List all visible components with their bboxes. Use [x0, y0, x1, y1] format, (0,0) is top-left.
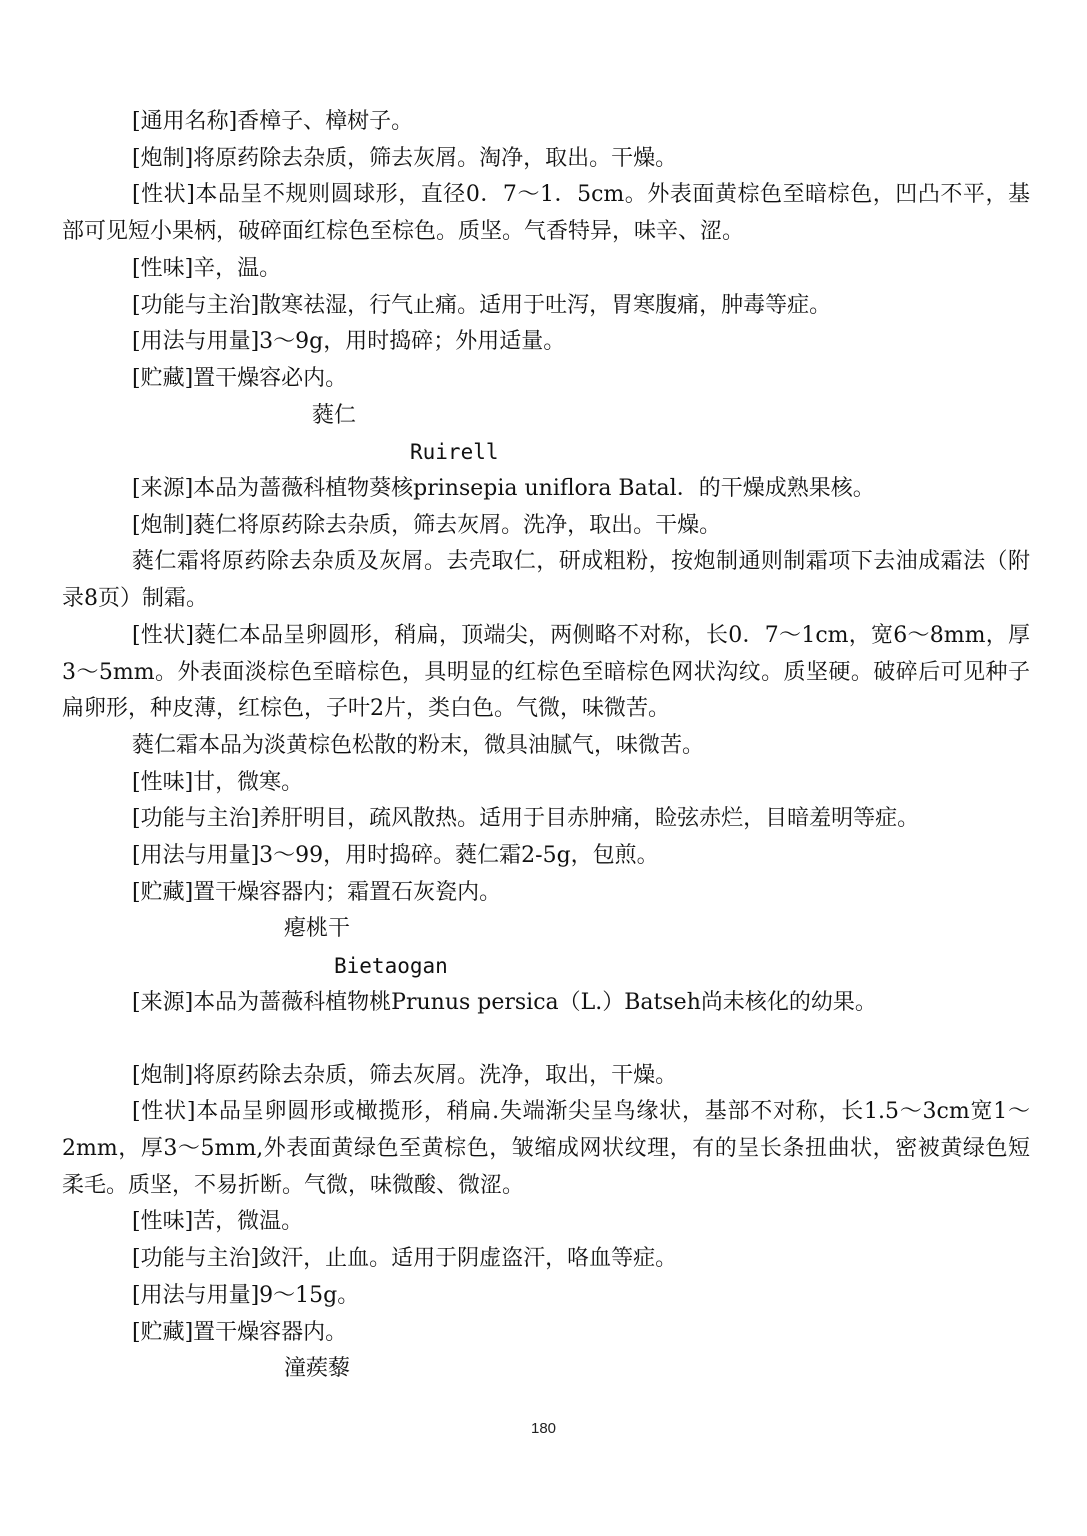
dosage-paragraph: [用法与用量]3～9g，用时捣碎；外用适量。	[132, 329, 566, 355]
storage-paragraph: [贮藏]置干燥容必内。	[132, 365, 348, 391]
entry-latin-bietaogan: Bietaogan	[334, 954, 448, 979]
blank-line	[62, 1022, 1030, 1058]
storage-paragraph: [贮藏]置干燥容器内；霜置石灰瓷内。	[132, 879, 502, 905]
entry-title-bietaogan: 瘪桃干	[284, 916, 351, 942]
common-name-paragraph: [通用名称]香樟子、樟树子。	[132, 109, 414, 134]
indications-paragraph: [功能与主治]敛汗，止血。适用于阴虚盗汗，咯血等症。	[132, 1246, 678, 1272]
source-paragraph: [来源]本品为蔷薇科植物葵核prinsepia uniflora Batal．的干燥成熟果核。	[132, 476, 875, 502]
document-body	[62, 104, 1030, 1388]
nature-paragraph: [性味]苦，微温。	[132, 1209, 304, 1235]
dosage-paragraph: [用法与用量]9～15g。	[132, 1282, 360, 1308]
nature-paragraph: [性味]辛，温。	[132, 255, 282, 281]
indications-paragraph: [功能与主治]养肝明目，疏风散热。适用于目赤肿痛，睑弦赤烂，目暗羞明等症。	[132, 806, 920, 832]
description-paragraph: [性状]本品呈卵圆形或橄揽形，稍扁.失端渐尖呈鸟缘状，基部不对称，长1.5～3cm宽1～2mm，厚3～5mm,外表面黄绿色至黄棕色，皱缩成网状纹理，有的呈长条扭曲状，密被黄绿色短柔毛。质坚，不易折断。气微，味微酸、微涩。	[62, 1099, 1030, 1198]
source-paragraph: [来源]本品为蔷薇科植物桃Prunus persica（L.）Batseh尚未核化的幼果。	[132, 989, 877, 1015]
nature-paragraph: [性味]甘，微寒。	[132, 769, 304, 795]
entry-title-ruiren: 蕤仁	[312, 402, 357, 428]
description-paragraph: [性状]本品呈不规则圆球形，直径0．7～1．5cm。外表面黄棕色至暗棕色，凹凸不平，基部可见短小果柄，破碎面红棕色至棕色。质坚。气香特异，味辛、涩。	[62, 182, 1030, 245]
description-paragraph: [性状]蕤仁本品呈卵圆形，稍扁，顶端尖，两侧略不对称，长0．7～1cm，宽6～8mm，厚3～5mm。外表面淡棕色至暗棕色，具明显的红棕色至暗棕色网状沟纹。质坚硬。破碎后可见种子扁卵形，种皮薄，红棕色，子叶2片，类白色。气微，味微苦。	[62, 622, 1030, 722]
dosage-paragraph: [用法与用量]3～99，用时捣碎。蕤仁霜2-5g，包煎。	[132, 843, 659, 869]
page-number: 180	[530, 1420, 557, 1437]
processing-paragraph: [炮制]将原药除去杂质，筛去灰屑。洗净，取出，干燥。	[132, 1062, 678, 1088]
processing-paragraph: [炮制]将原药除去杂质，筛去灰屑。淘净，取出。干燥。	[132, 145, 678, 171]
processing-frost-paragraph: 蕤仁霜将原药除去杂质及灰屑。去壳取仁，研成粗粉，按炮制通则制霜项下去油成霜法（附录8页）制霜。	[62, 549, 1030, 612]
indications-paragraph: [功能与主治]散寒祛湿，行气止痛。适用于吐泻，胃寒腹痛，肿毒等症。	[132, 292, 832, 318]
entry-latin-ruiren: Ruirell	[410, 440, 499, 465]
entry-title-tongjili: 潼蒺藜	[284, 1356, 351, 1382]
processing-paragraph: [炮制]蕤仁将原药除去杂质，筛去灰屑。洗净，取出。干燥。	[132, 512, 722, 538]
storage-paragraph: [贮藏]置干燥容器内。	[132, 1319, 348, 1345]
description-frost-paragraph: 蕤仁霜本品为淡黄棕色松散的粉末，微具油腻气，味微苦。	[132, 732, 705, 758]
